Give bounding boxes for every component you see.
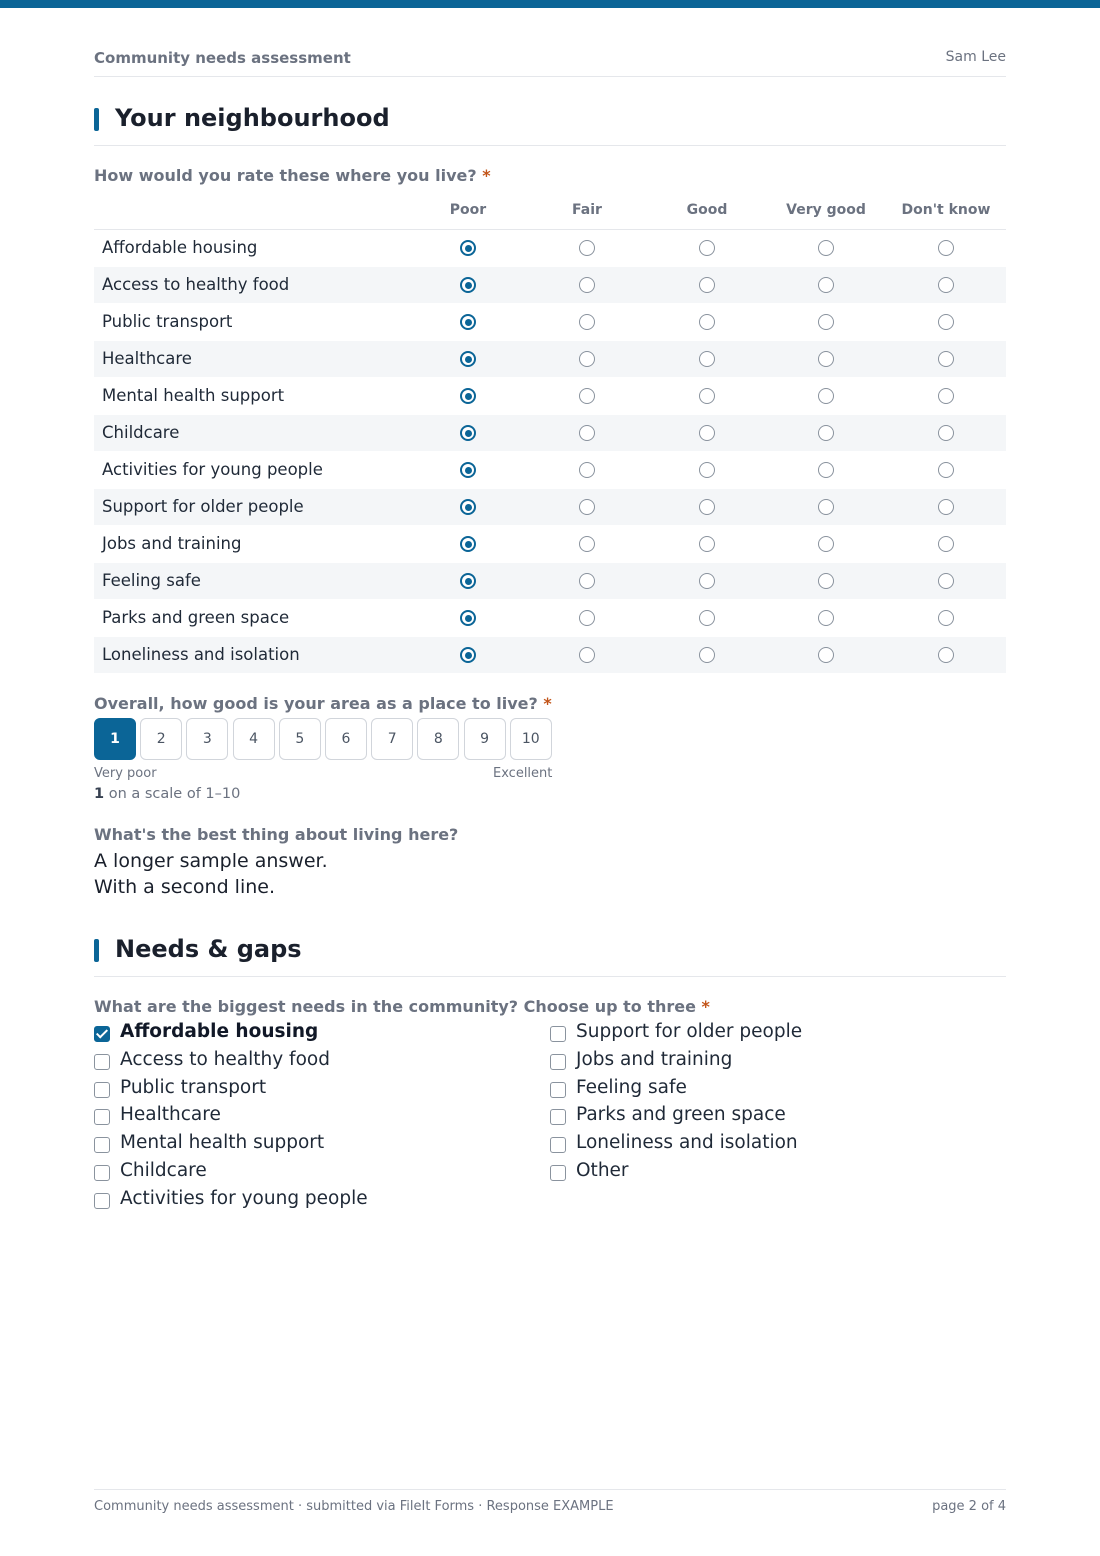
rating-radio[interactable] [938,388,954,404]
grid-row-label: Access to healthy food [102,275,290,294]
rating-radio[interactable] [579,647,595,663]
rating-radio[interactable] [699,610,715,626]
rating-radio[interactable] [818,573,834,589]
scale-max-label: Excellent [493,766,553,781]
rating-radio[interactable] [938,536,954,552]
grid-row-label: Feeling safe [102,571,201,590]
rating-radio[interactable] [938,314,954,330]
best-thing-question: What's the best thing about living here? [94,825,459,844]
grid-row [94,415,1006,452]
rating-radio[interactable] [699,277,715,293]
rating-radio[interactable] [699,425,715,441]
rating-radio[interactable] [938,462,954,478]
section-title: Needs & gaps [115,935,302,963]
need-option-label: Public transport [120,1076,267,1098]
need-checkbox[interactable] [94,1054,110,1070]
need-option-label: Childcare [120,1160,207,1181]
scale-summary [94,786,240,802]
rating-radio[interactable] [460,388,476,404]
rating-radio[interactable] [579,277,595,293]
need-checkbox[interactable] [550,1054,566,1070]
need-option-label: Affordable housing [120,1021,319,1042]
required-marker: * [701,997,710,1016]
section-title: Your neighbourhood [115,104,390,132]
rating-radio[interactable] [460,351,476,367]
grid-row-label: Affordable housing [102,238,258,257]
best-thing-answer-line1: A longer sample answer. [94,850,328,872]
scale-option-button[interactable]: 9 [464,718,506,760]
column-header: Very good [786,202,866,218]
rating-radio[interactable] [938,499,954,515]
grid-row-label: Healthcare [102,349,192,368]
scale-option-button[interactable]: 7 [371,718,413,760]
rating-radio[interactable] [699,573,715,589]
section-accent-bar [94,108,99,131]
need-checkbox[interactable] [94,1082,110,1098]
column-header: Poor [449,202,487,218]
rating-radio[interactable] [938,425,954,441]
rating-radio[interactable] [818,425,834,441]
rating-radio[interactable] [460,462,476,478]
grid-row-label: Mental health support [102,386,285,405]
document-header [94,48,1006,77]
need-option-label: Support for older people [576,1021,803,1042]
rating-grid-question: How would you rate these where you live? * [94,166,491,185]
grid-row [94,230,1006,267]
rating-radio[interactable] [460,573,476,589]
scale-summary-text: on a scale of 1–10 [108,786,241,802]
rating-radio[interactable] [579,388,595,404]
need-checkbox[interactable] [94,1026,110,1042]
need-option-label: Mental health support [120,1132,325,1154]
grid-row-label: Parks and green space [102,608,290,627]
rating-radio[interactable] [579,425,595,441]
grid-row-label: Childcare [102,423,180,442]
grid-row [94,378,1006,415]
rating-radio[interactable] [579,610,595,626]
grid-row-label: Support for older people [102,497,304,516]
rating-radio[interactable] [818,462,834,478]
need-option-label: Parks and green space [576,1104,786,1126]
grid-row-label: Activities for young people [102,460,323,479]
need-checkbox[interactable] [94,1109,110,1125]
column-header: Fair [572,202,602,218]
scale-option-button[interactable]: 5 [279,718,321,760]
scale-option-button[interactable]: 8 [417,718,459,760]
rating-radio[interactable] [460,277,476,293]
rating-radio[interactable] [699,536,715,552]
grid-row [94,304,1006,341]
need-checkbox[interactable] [550,1026,566,1042]
rating-radio[interactable] [579,499,595,515]
grid-row [94,600,1006,637]
required-marker: * [543,694,552,713]
section-your-neighbourhood [94,104,1006,146]
page-footer [94,1489,1006,1519]
rating-radio[interactable] [579,536,595,552]
rating-radio[interactable] [818,277,834,293]
footer-info: Community needs assessment · submitted via FileIt Forms · Response EXAMPLE [94,1499,614,1514]
scale-summary-value: 1 [94,786,105,802]
rating-radio[interactable] [699,351,715,367]
rating-radio[interactable] [818,647,834,663]
best-thing-answer-line2: With a second line. [94,876,275,898]
grid-row [94,452,1006,489]
need-checkbox[interactable] [94,1193,110,1209]
section-accent-bar [94,939,99,962]
rating-radio[interactable] [579,573,595,589]
grid-row [94,637,1006,674]
scale-min-label: Very poor [94,766,157,781]
rating-radio[interactable] [699,462,715,478]
user-name: Sam Lee [945,49,1006,65]
need-checkbox[interactable] [550,1137,566,1153]
rating-radio[interactable] [938,240,954,256]
grid-row-label: Jobs and training [102,534,242,553]
need-option-label: Other [576,1160,629,1181]
rating-radio[interactable] [699,647,715,663]
rating-radio[interactable] [579,240,595,256]
grid-row [94,341,1006,378]
rating-radio[interactable] [699,314,715,330]
need-option-label: Feeling safe [576,1076,687,1098]
rating-radio[interactable] [460,240,476,256]
rating-radio[interactable] [460,610,476,626]
need-option-label: Activities for young people [120,1187,368,1209]
rating-radio[interactable] [579,351,595,367]
grid-row [94,267,1006,304]
overall-scale-question: Overall, how good is your area as a place to live? * [94,694,552,713]
rating-radio[interactable] [818,314,834,330]
scale-option-button[interactable]: 1 [94,718,136,760]
page-number: page 2 of 4 [932,1499,1006,1514]
section-needs-gaps [94,935,1006,977]
column-header: Don't know [901,202,991,218]
scale-option-button[interactable]: 4 [233,718,275,760]
form-title: Community needs assessment [94,49,351,67]
scale-option-button[interactable]: 10 [510,718,552,760]
grid-row [94,526,1006,563]
rating-grid-header [94,196,1006,230]
grid-row [94,489,1006,526]
rating-radio[interactable] [818,536,834,552]
need-checkbox[interactable] [550,1165,566,1181]
rating-radio[interactable] [818,610,834,626]
rating-radio[interactable] [460,499,476,515]
need-checkbox[interactable] [94,1165,110,1181]
rating-radio[interactable] [938,351,954,367]
rating-radio[interactable] [938,610,954,626]
need-checkbox[interactable] [94,1137,110,1153]
rating-radio[interactable] [460,536,476,552]
need-option-label: Loneliness and isolation [576,1132,798,1154]
rating-radio[interactable] [938,647,954,663]
rating-radio[interactable] [818,351,834,367]
rating-radio[interactable] [460,314,476,330]
column-header: Good [686,202,728,218]
grid-row-label: Public transport [102,312,233,331]
rating-radio[interactable] [818,240,834,256]
need-checkbox[interactable] [550,1109,566,1125]
rating-radio[interactable] [818,499,834,515]
grid-row-label: Loneliness and isolation [102,645,300,664]
need-option-label: Healthcare [120,1104,221,1126]
need-option-label: Jobs and training [576,1048,733,1070]
rating-radio[interactable] [579,462,595,478]
rating-radio[interactable] [460,425,476,441]
rating-radio[interactable] [579,314,595,330]
rating-grid [94,196,1006,674]
need-option-label: Access to healthy food [120,1048,330,1070]
rating-radio[interactable] [699,499,715,515]
rating-radio[interactable] [818,388,834,404]
rating-radio[interactable] [460,647,476,663]
rating-radio[interactable] [938,277,954,293]
scale-option-button[interactable]: 2 [140,718,182,760]
needs-question: What are the biggest needs in the community? Choose up to three * [94,997,710,1016]
grid-row [94,563,1006,600]
scale-option-button[interactable]: 3 [186,718,228,760]
need-checkbox[interactable] [550,1082,566,1098]
rating-radio[interactable] [938,573,954,589]
scale-option-button[interactable]: 6 [325,718,367,760]
rating-radio[interactable] [699,240,715,256]
rating-radio[interactable] [699,388,715,404]
form-page [94,0,1006,1556]
required-marker: * [482,166,491,185]
